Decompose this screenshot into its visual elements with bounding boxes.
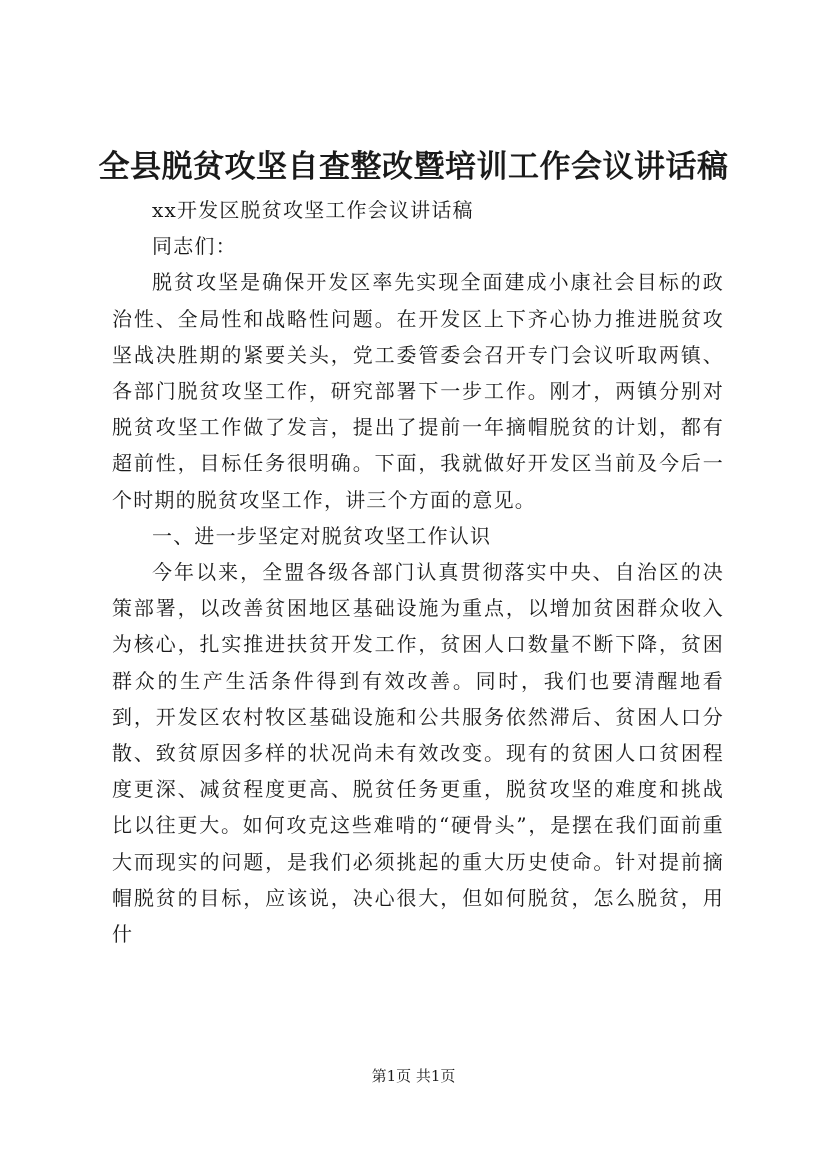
document-body (112, 192, 724, 952)
body-paragraph: 今年以来，全盟各级各部门认真贯彻落实中央、自治区的决策部署，以改善贫困地区基础设施为重点，以增加贫困群众收入为核心，扎实推进扶贫开发工作，贫困人口数量不断下降，贫困群众的生产生活条件得到有效改善。同时，我们也要清醒地看到，开发区农村牧区基础设施和公共服务依然滞后、贫困人口分散、致贫原因多样的状况尚未有效改变。现有的贫困人口贫困程度更深、减贫程度更高、脱贫任务更重，脱贫攻坚的难度和挑战比以往更大。如何攻克这些难啃的“硬骨头”，是摆在我们面前重大而现实的问题，是我们必须挑起的重大历史使命。针对提前摘帽脱贫的目标，应该说，决心很大，但如何脱贫，怎么脱贫，用什 (112, 560, 724, 947)
body-paragraph: 脱贫攻坚是确保开发区率先实现全面建成小康社会目标的政治性、全局性和战略性问题。在开发区上下齐心协力推进脱贫攻坚战决胜期的紧要关头，党工委管委会召开专门会议听取两镇、各部门脱贫攻坚工作，研究部署下一步工作。刚才，两镇分别对脱贫攻坚工作做了发言，提出了提前一年摘帽脱贫的计划，都有超前性，目标任务很明确。下面，我就做好开发区当前及今后一个时期的脱贫攻坚工作，讲三个方面的意见。 (112, 270, 724, 512)
document-title: 全县脱贫攻坚自查整改暨培训工作会议讲话稿 (98, 149, 729, 185)
salutation-paragraph: 同志们： (152, 234, 237, 259)
subtitle-paragraph: xx开发区脱贫攻坚工作会议讲话稿 (152, 198, 474, 222)
section-heading: 一、进一步坚定对脱贫攻坚工作认识 (152, 523, 492, 548)
page-number-footer: 第1页 共1页 (371, 1067, 456, 1085)
